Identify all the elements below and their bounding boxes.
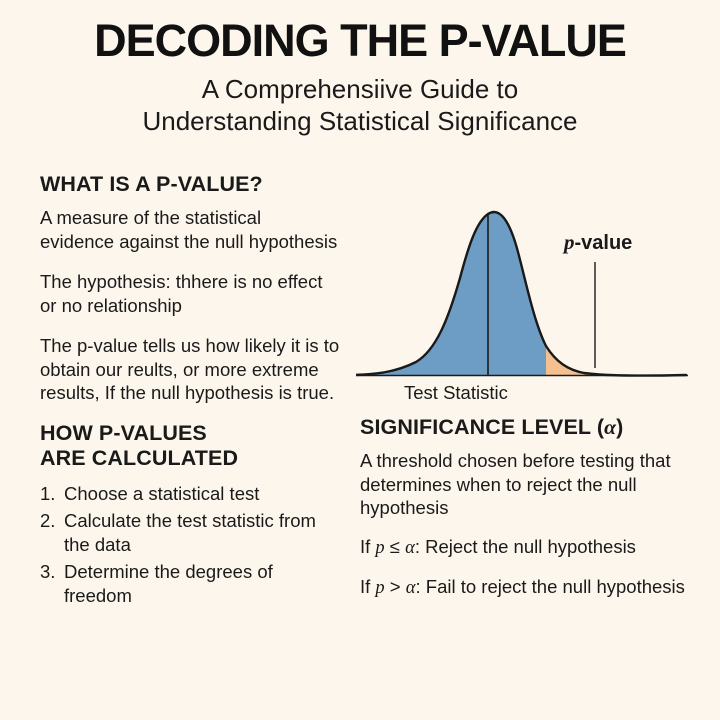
heading-text: SIGNIFICANCE LEVEL: [360, 415, 591, 439]
chart-axis-label: Test Statistic: [404, 382, 508, 403]
pvalue-italic-p: p: [564, 230, 575, 254]
page-subtitle: [20, 73, 700, 137]
rule-fail-to-reject: [360, 575, 698, 600]
paragraph-threshold: A threshold chosen before testing that determines when to reject the null hypothesis: [360, 450, 671, 519]
rule-prefix: If: [360, 576, 376, 598]
subtitle-line-2: Understanding Statistical Significance: [142, 106, 578, 137]
paren-close: ): [616, 415, 624, 439]
heading-line-1: HOW P-VALUES: [40, 421, 207, 446]
paragraph-hypothesis: The hypothesis: thhere is no effect or no relationship: [40, 271, 323, 316]
page-title: DECODING THE P-VALUE: [94, 15, 626, 66]
subtitle-line-1: A Comprehensiive Guide to: [201, 74, 519, 104]
body-columns: [0, 160, 720, 720]
rule-prefix: If: [360, 535, 376, 557]
rule-operator: >: [384, 576, 406, 598]
step-text: Choose a statistical test: [64, 482, 260, 504]
right-column: [348, 160, 720, 720]
section-heading-what-is-a-pvalue: WHAT IS A P-VALUE?: [40, 172, 263, 196]
step-text: Determine the degrees of freedom: [64, 560, 273, 606]
left-column: [0, 160, 348, 720]
step-number: 2.: [40, 509, 56, 531]
step-number: 3.: [40, 560, 56, 582]
rule-alpha-symbol: α: [405, 578, 416, 599]
rule-alpha-symbol: α: [405, 537, 415, 558]
list-item: [40, 560, 340, 608]
section-heading-significance-level: [360, 415, 698, 439]
pvalue-annotation-label: [564, 230, 632, 255]
step-text: Calculate the test statistic from the data: [64, 509, 316, 555]
step-number: 1.: [40, 482, 56, 504]
paragraph-interpretation: The p-value tells us how likely it is to obtain our reults, or more extreme results, If the null hypothesis is true.: [40, 335, 340, 403]
rule-suffix: : Fail to reject the null hypothesis: [415, 576, 685, 598]
curve-area-tail: [546, 346, 686, 376]
list-item: [40, 482, 340, 506]
pvalue-label-rest: -value: [574, 232, 633, 254]
heading-line-2: ARE CALCULATED: [40, 445, 239, 470]
paragraph-definition: A measure of the statistical evidence against the null hypothesis: [40, 207, 338, 252]
rule-reject: [360, 535, 698, 560]
section-heading-how-pvalues-are-calculated: [40, 421, 340, 469]
rule-suffix: : Reject the null hypothesis: [414, 535, 636, 557]
rule-italic-p: p: [375, 578, 385, 599]
calculation-steps-list: [40, 482, 340, 608]
pvalue-distribution-chart: [356, 200, 696, 415]
rule-italic-p: p: [375, 537, 385, 558]
paren-open: (: [596, 415, 605, 439]
curve-area-main: [356, 212, 546, 375]
list-item: [40, 509, 340, 557]
header: [0, 0, 720, 137]
rule-operator: ≤: [384, 535, 406, 557]
alpha-symbol: α: [604, 415, 617, 439]
